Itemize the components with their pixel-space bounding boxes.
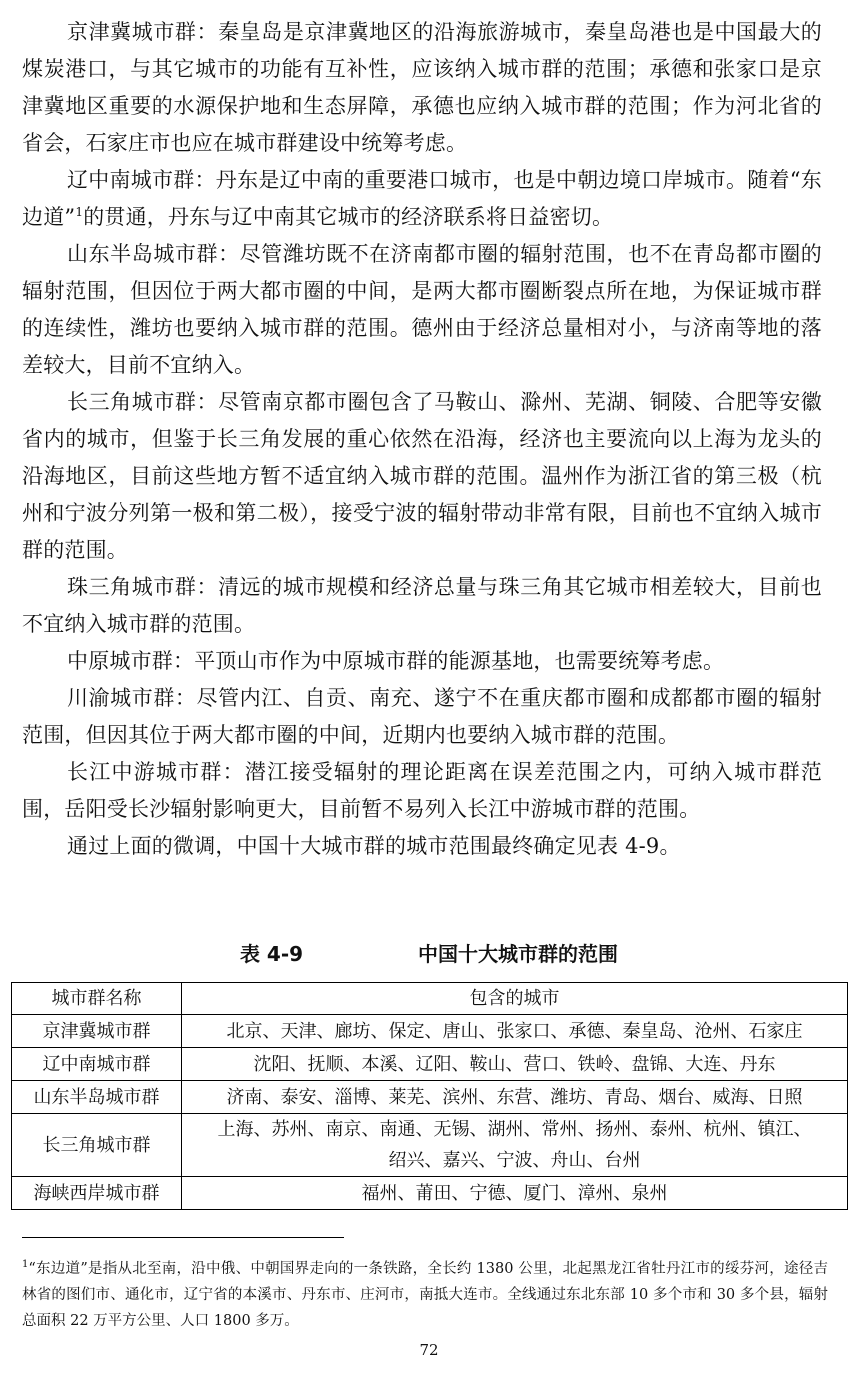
table-header-row [12, 983, 848, 1015]
paragraph-jingjinji: 京津冀城市群：秦皇岛是京津冀地区的沿海旅游城市，秦皇岛港也是中国最大的煤炭港口，与其它城市的功能有互补性，应该纳入城市群的范围；承德和张家口是京津冀地区重要的水源保护地和生态屏障，承德也应纳入城市群的范围；作为河北省的省会，石家庄市也应在城市群建设中统筹考虑。 [22, 20, 822, 155]
cluster-cities-cell: 济南、泰安、淄博、莱芜、滨州、东营、潍坊、青岛、烟台、威海、日照 [182, 1081, 848, 1114]
cluster-name-cell: 海峡西岸城市群 [12, 1177, 182, 1210]
footnote-divider [22, 1237, 344, 1238]
body-text [22, 14, 822, 865]
footnote-marker: 1 [22, 1259, 29, 1271]
paragraph-liaozhongnan [22, 162, 822, 236]
cluster-name-cell: 京津冀城市群 [12, 1015, 182, 1048]
paragraph-chuanyu: 川渝城市群：尽管内江、自贡、南充、遂宁不在重庆都市圈和成都都市圈的辐射范围，但因其位于两大都市圈的中间，近期内也要纳入城市群的范围。 [22, 686, 822, 747]
paragraph-conclusion: 通过上面的微调，中国十大城市群的城市范围最终确定见表 4-9。 [67, 834, 681, 858]
table-caption [0, 940, 858, 968]
cluster-cities-cell: 北京、天津、廊坊、保定、唐山、张家口、承德、秦皇岛、沧州、石家庄 [182, 1015, 848, 1048]
table-row [12, 1081, 848, 1114]
paragraph-text-after-note: 的贯通，丹东与辽中南其它城市的经济联系将日益密切。 [83, 205, 614, 229]
paragraph-zhongyuan: 中原城市群：平顶山市作为中原城市群的能源基地，也需要统筹考虑。 [67, 649, 725, 673]
cluster-name-cell: 山东半岛城市群 [12, 1081, 182, 1114]
page-number: 72 [419, 1341, 439, 1359]
cluster-name-cell: 辽中南城市群 [12, 1048, 182, 1081]
table-number: 表 4-9 [239, 942, 304, 966]
table-row [12, 1015, 848, 1048]
paragraph-changsanjiao: 长三角城市群：尽管南京都市圈包含了马鞍山、滁州、芜湖、铜陵、合肥等安徽省内的城市，但鉴于长三角发展的重心依然在沿海，经济也主要流向以上海为龙头的沿海地区，目前这些地方暂不适宜纳入城市群的范围。温州作为浙江省的第三极（杭州和宁波分列第一极和第二极），接受宁波的辐射带动非常有限，目前也不宜纳入城市群的范围。 [22, 390, 822, 562]
cluster-cities-cell [182, 1114, 848, 1177]
footnote-text: “东边道”是指从北至南，沿中俄、中朝国界走向的一条铁路，全长约 1380 公里，北起黑龙江省牡丹江市的绥芬河，途径吉林省的图们市、通化市，辽宁省的本溪市、丹东市、庄河市，南抵大连市。全线通过东北东部 10 多个市和 30 多个县，辐射总面积 22 万平方公里、人口 1800 多万。 [22, 1261, 828, 1329]
cities-line: 绍兴、嘉兴、宁波、舟山、台州 [388, 1150, 641, 1171]
cluster-cities-cell: 福州、莆田、宁德、厦门、漳州、泉州 [182, 1177, 848, 1210]
footnote-reference[interactable]: 1 [75, 205, 84, 219]
cities-line: 上海、苏州、南京、南通、无锡、湖州、常州、扬州、泰州、杭州、镇江、 [217, 1119, 812, 1140]
cluster-name-cell: 长三角城市群 [12, 1114, 182, 1177]
footnote [22, 1256, 828, 1334]
header-cluster-name: 城市群名称 [12, 983, 182, 1015]
paragraph-shandong: 山东半岛城市群：尽管潍坊既不在济南都市圈的辐射范围，也不在青岛都市圈的辐射范围，但因位于两大都市圈的中间，是两大都市圈断裂点所在地，为保证城市群的连续性，潍坊也要纳入城市群的范围。德州由于经济总量相对小，与济南等地的落差较大，目前不宜纳入。 [22, 242, 822, 377]
table-title: 中国十大城市群的范围 [418, 942, 619, 966]
paragraph-zhusanjiao: 珠三角城市群：清远的城市规模和经济总量与珠三角其它城市相差较大，目前也不宜纳入城市群的范围。 [22, 575, 822, 636]
paragraph-changjiang: 长江中游城市群：潜江接受辐射的理论距离在误差范围之内，可纳入城市群范围，岳阳受长沙辐射影响更大，目前暂不易列入长江中游城市群的范围。 [22, 760, 822, 821]
table-row [12, 1114, 848, 1177]
paragraph-text-before-note: 辽中南城市群：丹东是辽中南的重要港口城市，也是中朝边境口岸城市。随着“东边道” [22, 168, 822, 229]
header-cities: 包含的城市 [182, 983, 848, 1015]
cluster-cities-cell: 沈阳、抚顺、本溪、辽阳、鞍山、营口、铁岭、盘锦、大连、丹东 [182, 1048, 848, 1081]
table-row [12, 1048, 848, 1081]
city-cluster-table [11, 982, 848, 1210]
table-row [12, 1177, 848, 1210]
